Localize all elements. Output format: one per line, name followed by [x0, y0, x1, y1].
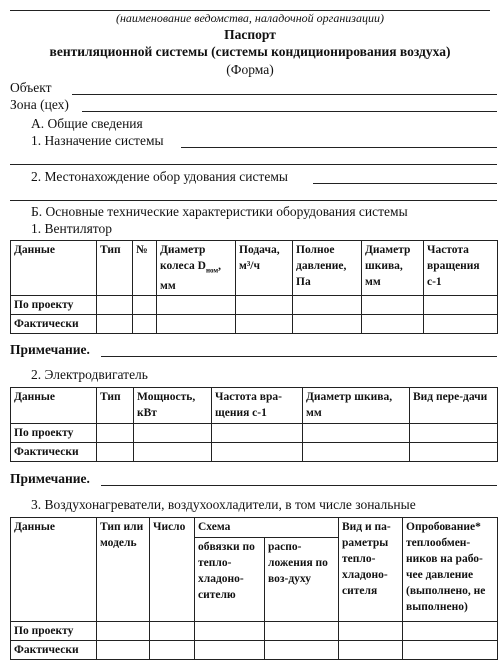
motor-cell[interactable] [97, 424, 134, 443]
motor-cell[interactable] [212, 443, 303, 462]
fan-cell[interactable] [424, 315, 498, 334]
fan-header-rpm: Частота вращения с-1 [424, 241, 498, 296]
heater-header-count: Число [150, 518, 195, 622]
fan-cell[interactable] [293, 315, 362, 334]
object-label: Объект [10, 80, 52, 95]
heater-cell[interactable] [265, 622, 339, 641]
fan-note-line[interactable] [101, 356, 497, 357]
fan-cell[interactable] [236, 315, 293, 334]
fan-row-project: По проекту [11, 296, 97, 315]
location-label: 2. Местонахождение обор удования системы [31, 169, 288, 184]
motor-cell[interactable] [212, 424, 303, 443]
fan-wheel-diameter-unit: , мм [160, 260, 221, 293]
fan-header-flow: Подача, м³/ч [236, 241, 293, 296]
fan-header-data: Данные [11, 241, 97, 296]
section-a-heading: А. Общие сведения [31, 116, 143, 131]
fan-heading: 1. Вентилятор [31, 221, 113, 236]
heater-header-data: Данные [11, 518, 97, 622]
form-caption: (Форма) [226, 62, 274, 77]
motor-cell[interactable] [303, 424, 410, 443]
motor-cell[interactable] [97, 443, 134, 462]
motor-row-actual: Фактически [11, 443, 97, 462]
motor-note-line[interactable] [101, 485, 497, 486]
motor-header-pulley: Диаметр шкива, мм [303, 388, 410, 424]
fan-cell[interactable] [424, 296, 498, 315]
fan-wheel-diameter-subscript: ном [205, 266, 219, 275]
motor-header-data: Данные [11, 388, 97, 424]
motor-cell[interactable] [303, 443, 410, 462]
motor-header-power: Мощность, кВт [134, 388, 212, 424]
zone-label: Зона (цех) [10, 97, 69, 112]
fan-header-pressure: Полное давление, Па [293, 241, 362, 296]
heater-header-layout: распо-ложения по воз-духу [265, 538, 339, 622]
motor-row-project: По проекту [11, 424, 97, 443]
zone-field-line[interactable] [82, 111, 497, 112]
heater-cell[interactable] [403, 622, 498, 641]
fan-cell[interactable] [133, 315, 157, 334]
fan-header-wheel-diameter [157, 241, 236, 296]
fan-row-actual: Фактически [11, 315, 97, 334]
motor-heading: 2. Электродвигатель [31, 367, 148, 382]
fan-cell[interactable] [97, 315, 133, 334]
org-caption: (наименование ведомства, наладочной организации) [115, 11, 384, 25]
heater-row-actual: Фактически [11, 641, 97, 660]
heater-header-scheme: Схема [195, 518, 339, 538]
heater-header-piping: обвязки по тепло-хладоно-сителю [195, 538, 265, 622]
motor-header-type: Тип [97, 388, 134, 424]
location-field-line[interactable] [313, 183, 497, 184]
location-field-line-2[interactable] [10, 200, 497, 201]
fan-cell[interactable] [133, 296, 157, 315]
fan-header-number: № [133, 241, 157, 296]
motor-cell[interactable] [134, 443, 212, 462]
motor-table [10, 387, 498, 462]
heater-row-project: По проекту [11, 622, 97, 641]
heater-header-test: Опробование* теплообмен-ников на рабо-чее давление (выполнено, не выполнено) [403, 518, 498, 622]
heater-table [10, 517, 498, 660]
motor-cell[interactable] [410, 443, 498, 462]
fan-note-label: Примечание. [10, 342, 90, 357]
fan-cell[interactable] [157, 315, 236, 334]
heater-cell[interactable] [339, 622, 403, 641]
heater-cell[interactable] [97, 622, 150, 641]
motor-header-rpm: Частота вра-щения с-1 [212, 388, 303, 424]
purpose-label: 1. Назначение системы [31, 133, 164, 148]
fan-table [10, 240, 498, 334]
motor-cell[interactable] [134, 424, 212, 443]
title-system: вентиляционной системы (системы кондиционирования воздуха) [49, 44, 451, 59]
motor-note-label: Примечание. [10, 471, 90, 486]
heater-cell[interactable] [150, 622, 195, 641]
fan-header-type: Тип [97, 241, 133, 296]
purpose-field-line[interactable] [181, 147, 497, 148]
fan-cell[interactable] [293, 296, 362, 315]
fan-cell[interactable] [157, 296, 236, 315]
object-field-line[interactable] [72, 94, 497, 95]
heater-header-medium: Вид и па-раметры тепло-хладоно-сителя [339, 518, 403, 622]
fan-cell[interactable] [97, 296, 133, 315]
motor-cell[interactable] [410, 424, 498, 443]
fan-header-pulley: Диаметр шкива, мм [362, 241, 424, 296]
purpose-field-line-2[interactable] [10, 164, 497, 165]
heater-header-type: Тип или модель [97, 518, 150, 622]
heaters-heading: 3. Воздухонагреватели, воздухоохладители, в том числе зональные [31, 497, 416, 512]
fan-cell[interactable] [362, 296, 424, 315]
fan-wheel-diameter-label: Диаметр колеса D [160, 244, 206, 272]
fan-cell[interactable] [362, 315, 424, 334]
title-passport: Паспорт [224, 27, 276, 42]
heater-cell[interactable] [195, 622, 265, 641]
section-b-heading: Б. Основные технические характеристики оборудования системы [31, 204, 408, 219]
fan-cell[interactable] [236, 296, 293, 315]
motor-header-drive: Вид пере-дачи [410, 388, 498, 424]
